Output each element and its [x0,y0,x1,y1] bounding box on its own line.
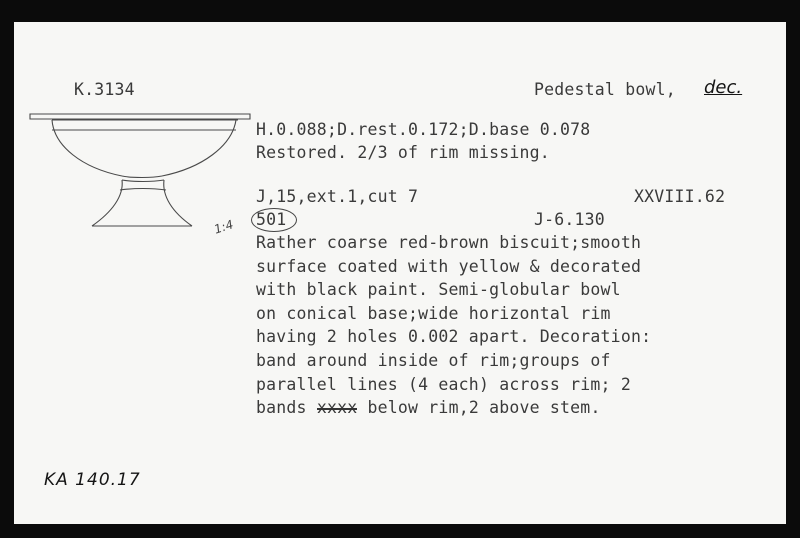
object-name-handwritten: dec. [704,77,743,98]
catalog-card [14,22,786,524]
dimensions: H.0.088;D.rest.0.172;D.base 0.078 [256,120,591,139]
struck-word: xxxx [317,396,358,420]
description-line: on conical base;wide horizontal rim [256,303,611,323]
scan-border-right [786,0,800,538]
description-line: band around inside of rim;groups of [256,350,611,370]
description-last-line [256,396,651,420]
negative-number: 501 [256,210,287,229]
find-context: J,15,ext.1,cut 7 [256,187,419,206]
accession-number: KA 140.17 [44,470,141,490]
catalog-number: K.3134 [74,80,135,99]
condition: Restored. 2/3 of rim missing. [256,143,550,162]
scale-note: 1:4 [212,217,236,237]
plate-reference: XXVIII.62 [634,187,726,206]
pedestal-bowl-sketch [22,106,254,236]
description-line: parallel lines (4 each) across rim; 2 [256,374,631,394]
scan-border-bottom [0,524,800,538]
description-line: Rather coarse red-brown biscuit;smooth [256,233,642,252]
last-line-prefix: bands [256,398,317,418]
description-line: surface coated with yellow & decorated [256,256,642,276]
object-name: Pedestal bowl, [534,80,676,99]
scan-border-left [0,0,14,538]
last-line-suffix: below rim,2 above stem. [357,398,601,418]
description [256,231,651,420]
scan-border-top [0,0,800,22]
description-line: having 2 holes 0.002 apart. Decoration: [256,327,652,347]
description-line: with black paint. Semi-globular bowl [256,280,621,300]
reference-number: J-6.130 [534,210,605,229]
